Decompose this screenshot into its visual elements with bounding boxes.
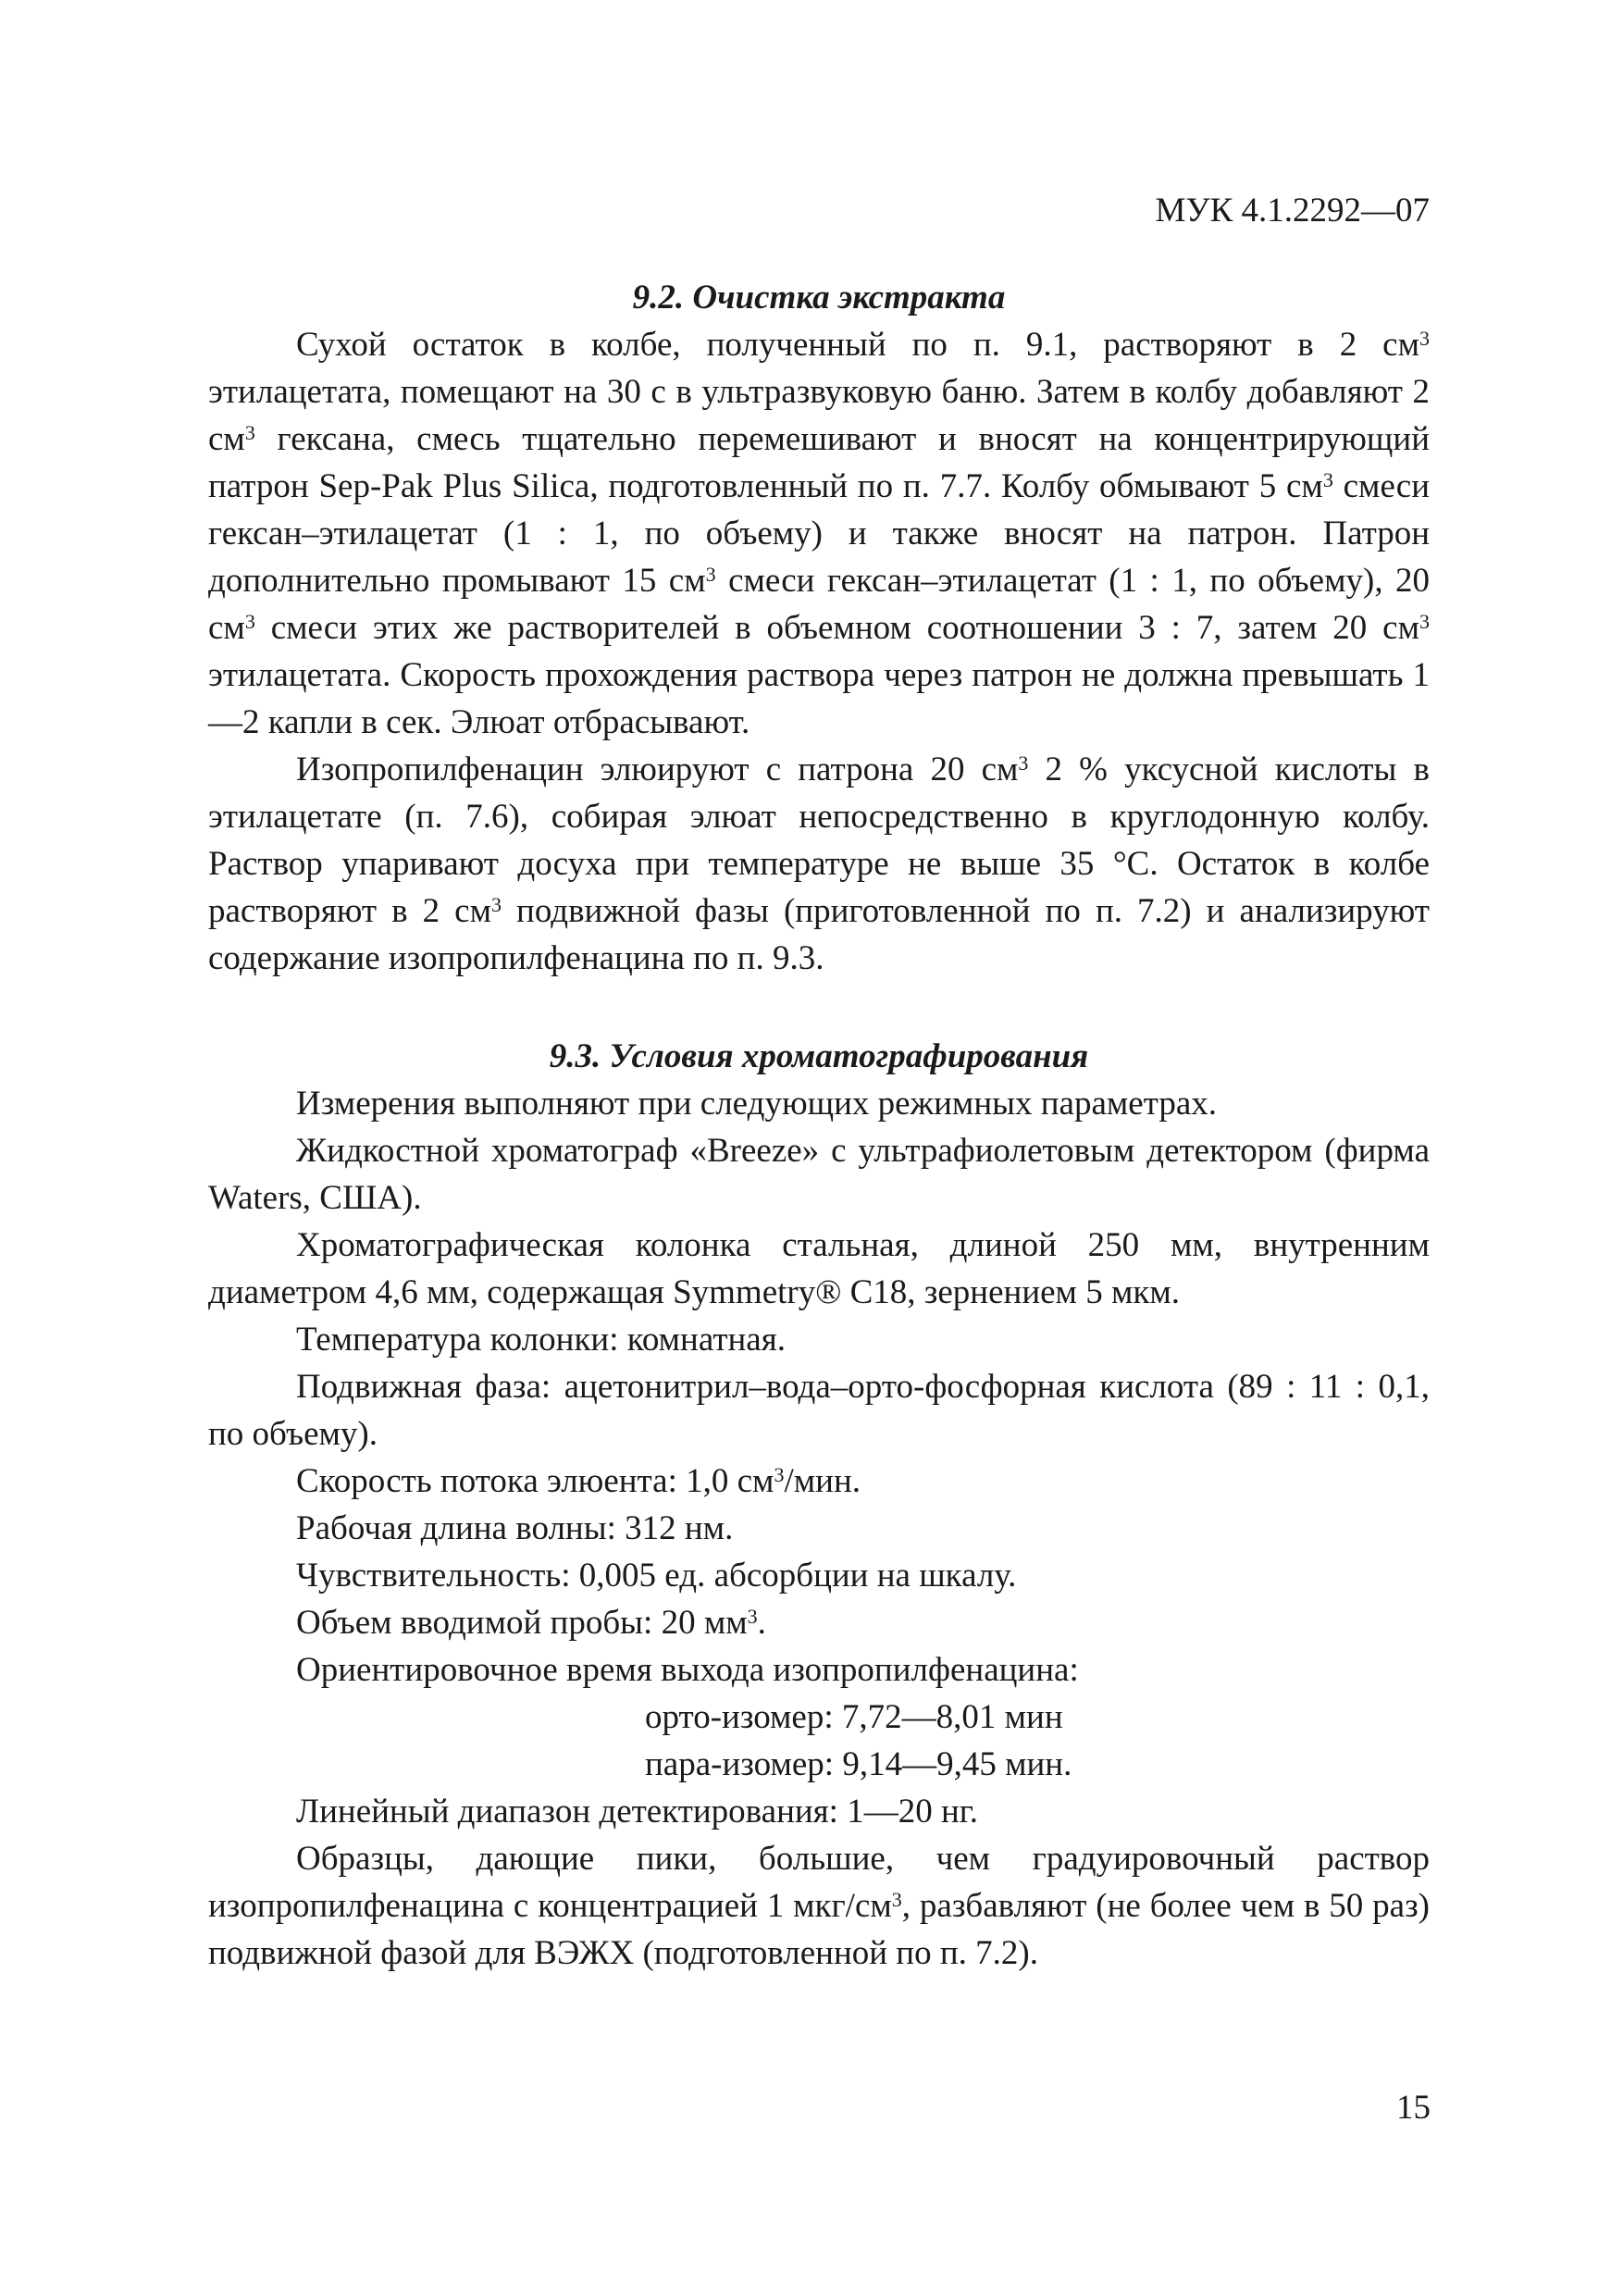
paragraph-measurement-intro: Измерения выполняют при следующих режимных параметрах.	[296, 1085, 1218, 1123]
section-title-9-2: 9.2. Очистка экстракта	[632, 279, 1006, 316]
paragraph-linear-range: Линейный диапазон детектирования: 1—20 нг.	[296, 1793, 979, 1831]
paragraph-chromatograph: Жидкостной хроматограф «Breeze» с ультрафиолетовым детектором (фирма Waters, США).	[208, 1132, 1430, 1217]
section-9-2	[208, 274, 1430, 982]
paragraph-injection-volume: Объем вводимой пробы: 20 $мм^3$.	[296, 1604, 766, 1642]
para-isomer-time: пара-изомер: 9,14—9,45 мин.	[645, 1745, 1072, 1783]
paragraph-column-temperature: Температура колонки: комнатная.	[296, 1321, 786, 1359]
section-9-3	[208, 1033, 1430, 1977]
paragraph-column: Хроматографическая колонка стальная, длиной 250 мм, внутренним диаметром 4,6 мм, содержащая Symmetry® C18, зернением 5 мкм.	[208, 1226, 1430, 1311]
paragraph-mobile-phase: Подвижная фаза: ацетонитрил–вода–орто-фосфорная кислота (89 : 11 : 0,1, по объему).	[208, 1368, 1430, 1453]
document-code: МУК 4.1.2292—07	[1155, 192, 1430, 230]
paragraph-retention-intro: Ориентировочное время выхода изопропилфенацина:	[296, 1651, 1079, 1689]
paragraph-elution: Изопропилфенацин элюируют с патрона 20 $см^3$ 2 % уксусной кислоты в этилацетате (п. 7.6), собирая элюат непосредственно в круглодонную колбу. Раствор упаривают досуха при температуре не выше 35 °С. Остаток в колбе растворяют в 2 $см^3$ подвижной фазы (приготовленной по п. 7.2) и анализируют содержание изопропилфенацина по п. 9.3.	[208, 751, 1430, 977]
ortho-isomer-time: орто-изомер: 7,72—8,01 мин	[645, 1698, 1063, 1736]
paragraph-dilution: Образцы, дающие пики, большие, чем градуировочный раствор изопропилфенацина с концентрацией 1 мкг/$см^3$, разбавляют (не более чем в 50 раз) подвижной фазой для ВЭЖХ (подготовленной по п. 7.2).	[208, 1840, 1431, 1972]
section-title-9-3: 9.3. Условия хроматографирования	[549, 1037, 1089, 1075]
page-number: 15	[1396, 2089, 1431, 2127]
paragraph-wavelength: Рабочая длина волны: 312 нм.	[296, 1509, 734, 1547]
paragraph-cleanup-procedure: Сухой остаток в колбе, полученный по п. 9.1, растворяют в 2 $см^3$ этилацетата, помещают на 30 с в ультразвуковую баню. Затем в колбу добавляют 2 $см^3$ гексана, смесь тщательно перемешивают и вносят на концентрирующий патрон Sep-Pak Plus Silica, подготовленный по п. 7.7. Колбу обмывают 5 $см^3$ смеси гексан–этилацетат (1 : 1, по объему) и также вносят на патрон. Патрон дополнительно промывают 15 $см^3$ смеси гексан–этилацетат (1 : 1, по объему), 20 $см^3$ смеси этих же растворителей в объемном соотношении 3 : 7, затем 20 $см^3$ этилацетата. Скорость прохождения раствора через патрон не должна превышать 1—2 капли в сек. Элюат отбрасывают.	[208, 326, 1431, 741]
paragraph-flow-rate: Скорость потока элюента: 1,0 $см^3$/мин.	[296, 1462, 861, 1500]
paragraph-sensitivity: Чувствительность: 0,005 ед. абсорбции на шкалу.	[296, 1557, 1017, 1595]
